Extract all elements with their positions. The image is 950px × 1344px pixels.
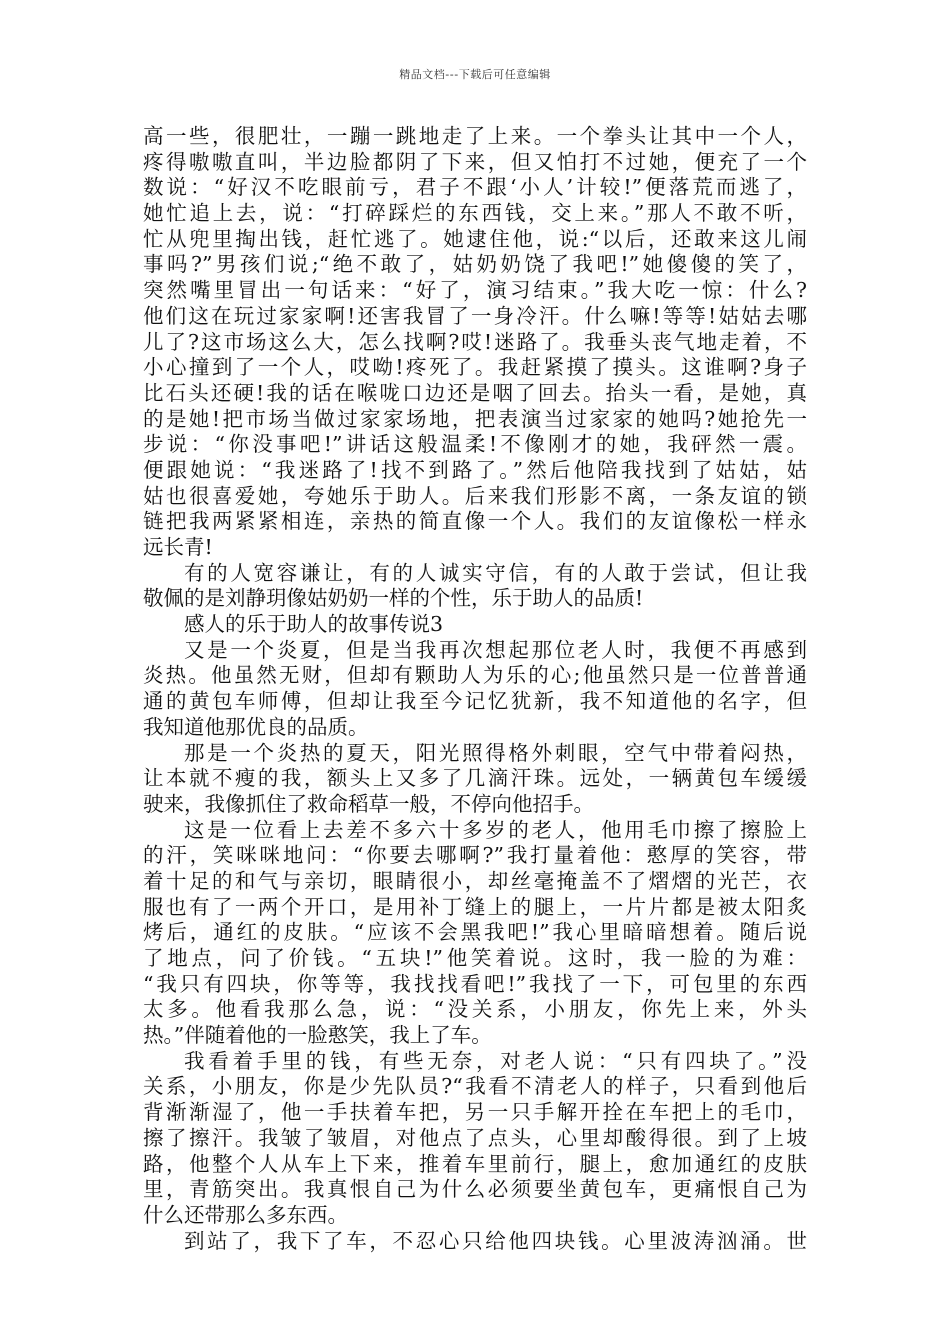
text-line: 小心撞到了一个人，哎呦!疼死了。我赶紧摸了摸头。这谁啊?身子 (143, 355, 807, 380)
text-line: 那是一个炎热的夏天，阳光照得格外刺眼，空气中带着闷热， (184, 740, 807, 765)
text-line: 有的人宽容谦让，有的人诚实守信，有的人敢于尝试，但让我 (184, 560, 807, 585)
text-line: 事吗?”男孩们说;“绝不敢了，姑奶奶饶了我吧!”她傻傻的笑了， (143, 252, 807, 277)
text-line: 炎热。他虽然无财，但却有颗助人为乐的心;他虽然只是一位普普通 (143, 663, 807, 688)
text-line: 什么还带那么多东西。 (143, 1202, 348, 1227)
text-line: 了地点，问了价钱。“五块!”他笑着说。这时，我一脸的为难： (143, 946, 807, 970)
text-line: 敬佩的是刘静玥像姑奶奶一样的个性，乐于助人的品质! (143, 586, 644, 611)
text-line: 路，他整个人从车上下来，推着车里前行，腿上，愈加通红的皮肤 (143, 1151, 807, 1176)
text-line: 比石头还硬!我的话在喉咙口边还是咽了回去。抬头一看，是她，真 (143, 380, 807, 405)
text-line: 到站了，我下了车，不忍心只给他四块钱。心里波涛汹涌。世 (184, 1228, 807, 1253)
text-line: 感人的乐于助人的故事传说3 (184, 612, 444, 637)
text-line: 儿了?这市场这么大，怎么找啊?哎!迷路了。我垂头丧气地走着，不 (143, 329, 807, 354)
text-line: 我看着手里的钱，有些无奈，对老人说：“只有四块了。”没 (184, 1048, 807, 1073)
document-body (143, 124, 807, 1254)
text-line: 关系，小朋友，你是少先队员?“我看不清老人的样子，只看到他后 (143, 1074, 807, 1099)
text-line: 着十足的和气与亲切，眼睛很小，却丝毫掩盖不了熠熠的光芒，衣 (143, 868, 807, 893)
text-line: 她忙追上去，说：“打碎踩烂的东西钱，交上来。”那人不敢不听， (143, 201, 807, 226)
text-line: 这是一位看上去差不多六十多岁的老人，他用毛巾擦了擦脸上 (184, 817, 807, 842)
text-line: 热。”伴随着他的一脸憨笑，我上了车。 (143, 1023, 492, 1048)
page-header: 精品文档---下载后可任意编辑 (399, 68, 551, 81)
text-line: 里，青筋突出。我真恨自己为什么必须要坐黄包车，更痛恨自己为 (143, 1177, 807, 1202)
text-line: 高一些，很肥壮，一蹦一跳地走了上来。一个拳头让其中一个人， (143, 124, 807, 148)
text-line: 服也有了一两个开口，是用补丁缝上的腿上，一片片都是被太阳炙 (143, 894, 807, 919)
text-line: 的是她!把市场当做过家家场地，把表演当过家家的她吗?她抢先一 (143, 406, 807, 431)
text-line: 突然嘴里冒出一句话来：“好了，演习结束。”我大吃一惊：什么? (143, 278, 807, 303)
text-line: 又是一个炎夏，但是当我再次想起那位老人时，我便不再感到 (184, 637, 807, 662)
text-line: 烤后，通红的皮肤。“应该不会黑我吧!”我心里暗暗想着。随后说 (143, 920, 807, 945)
text-line: 太多。他看我那么急，说：“没关系，小朋友，你先上来，外头 (143, 997, 807, 1022)
text-line: 链把我两紧紧相连，亲热的简直像一个人。我们的友谊像松一样永 (143, 509, 807, 534)
text-line: “我只有四块，你等等，我找找看吧!”我找了一下，可包里的东西 (143, 971, 807, 996)
text-line: 远长青! (143, 535, 213, 559)
text-line: 便跟她说：“我迷路了!找不到路了。”然后他陪我找到了姑姑，姑 (143, 457, 807, 482)
text-line: 的汗，笑咪咪地问：“你要去哪啊?”我打量着他：憨厚的笑容，带 (143, 843, 807, 868)
text-line: 擦了擦汗。我皱了皱眉，对他点了点头，心里却酸得很。到了上坡 (143, 1125, 807, 1150)
text-line: 他们这在玩过家家啊!还害我冒了一身冷汗。什么嘛!等等!姑姑去哪 (143, 303, 807, 328)
text-line: 忙从兜里掏出钱，赶忙逃了。她逮住他，说:“以后，还敢来这儿闹 (143, 226, 807, 251)
text-line: 通的黄包车师傅，但却让我至今记忆犹新，我不知道他的名字，但 (143, 689, 807, 714)
text-line: 背渐渐湿了，他一手扶着车把，另一只手解开拴在车把上的毛巾， (143, 1100, 807, 1125)
text-line: 驶来，我像抓住了救命稻草一般，不停向他招手。 (143, 791, 594, 816)
text-line: 我知道他那优良的品质。 (143, 714, 369, 739)
text-line: 数说：“好汉不吃眼前亏，君子不跟‘小人’计较!”便落荒而逃了， (143, 175, 807, 200)
text-line: 步说：“你没事吧!”讲话这般温柔!不像刚才的她，我砰然一震。 (143, 432, 807, 457)
text-line: 姑也很喜爱她，夸她乐于助人。后来我们形影不离，一条友谊的锁 (143, 483, 807, 508)
text-line: 疼得嗷嗷直叫，半边脸都阴了下来，但又怕打不过她，便充了一个 (143, 149, 807, 174)
text-line: 让本就不瘦的我，额头上又多了几滴汗珠。远处，一辆黄包车缓缓 (143, 766, 807, 791)
